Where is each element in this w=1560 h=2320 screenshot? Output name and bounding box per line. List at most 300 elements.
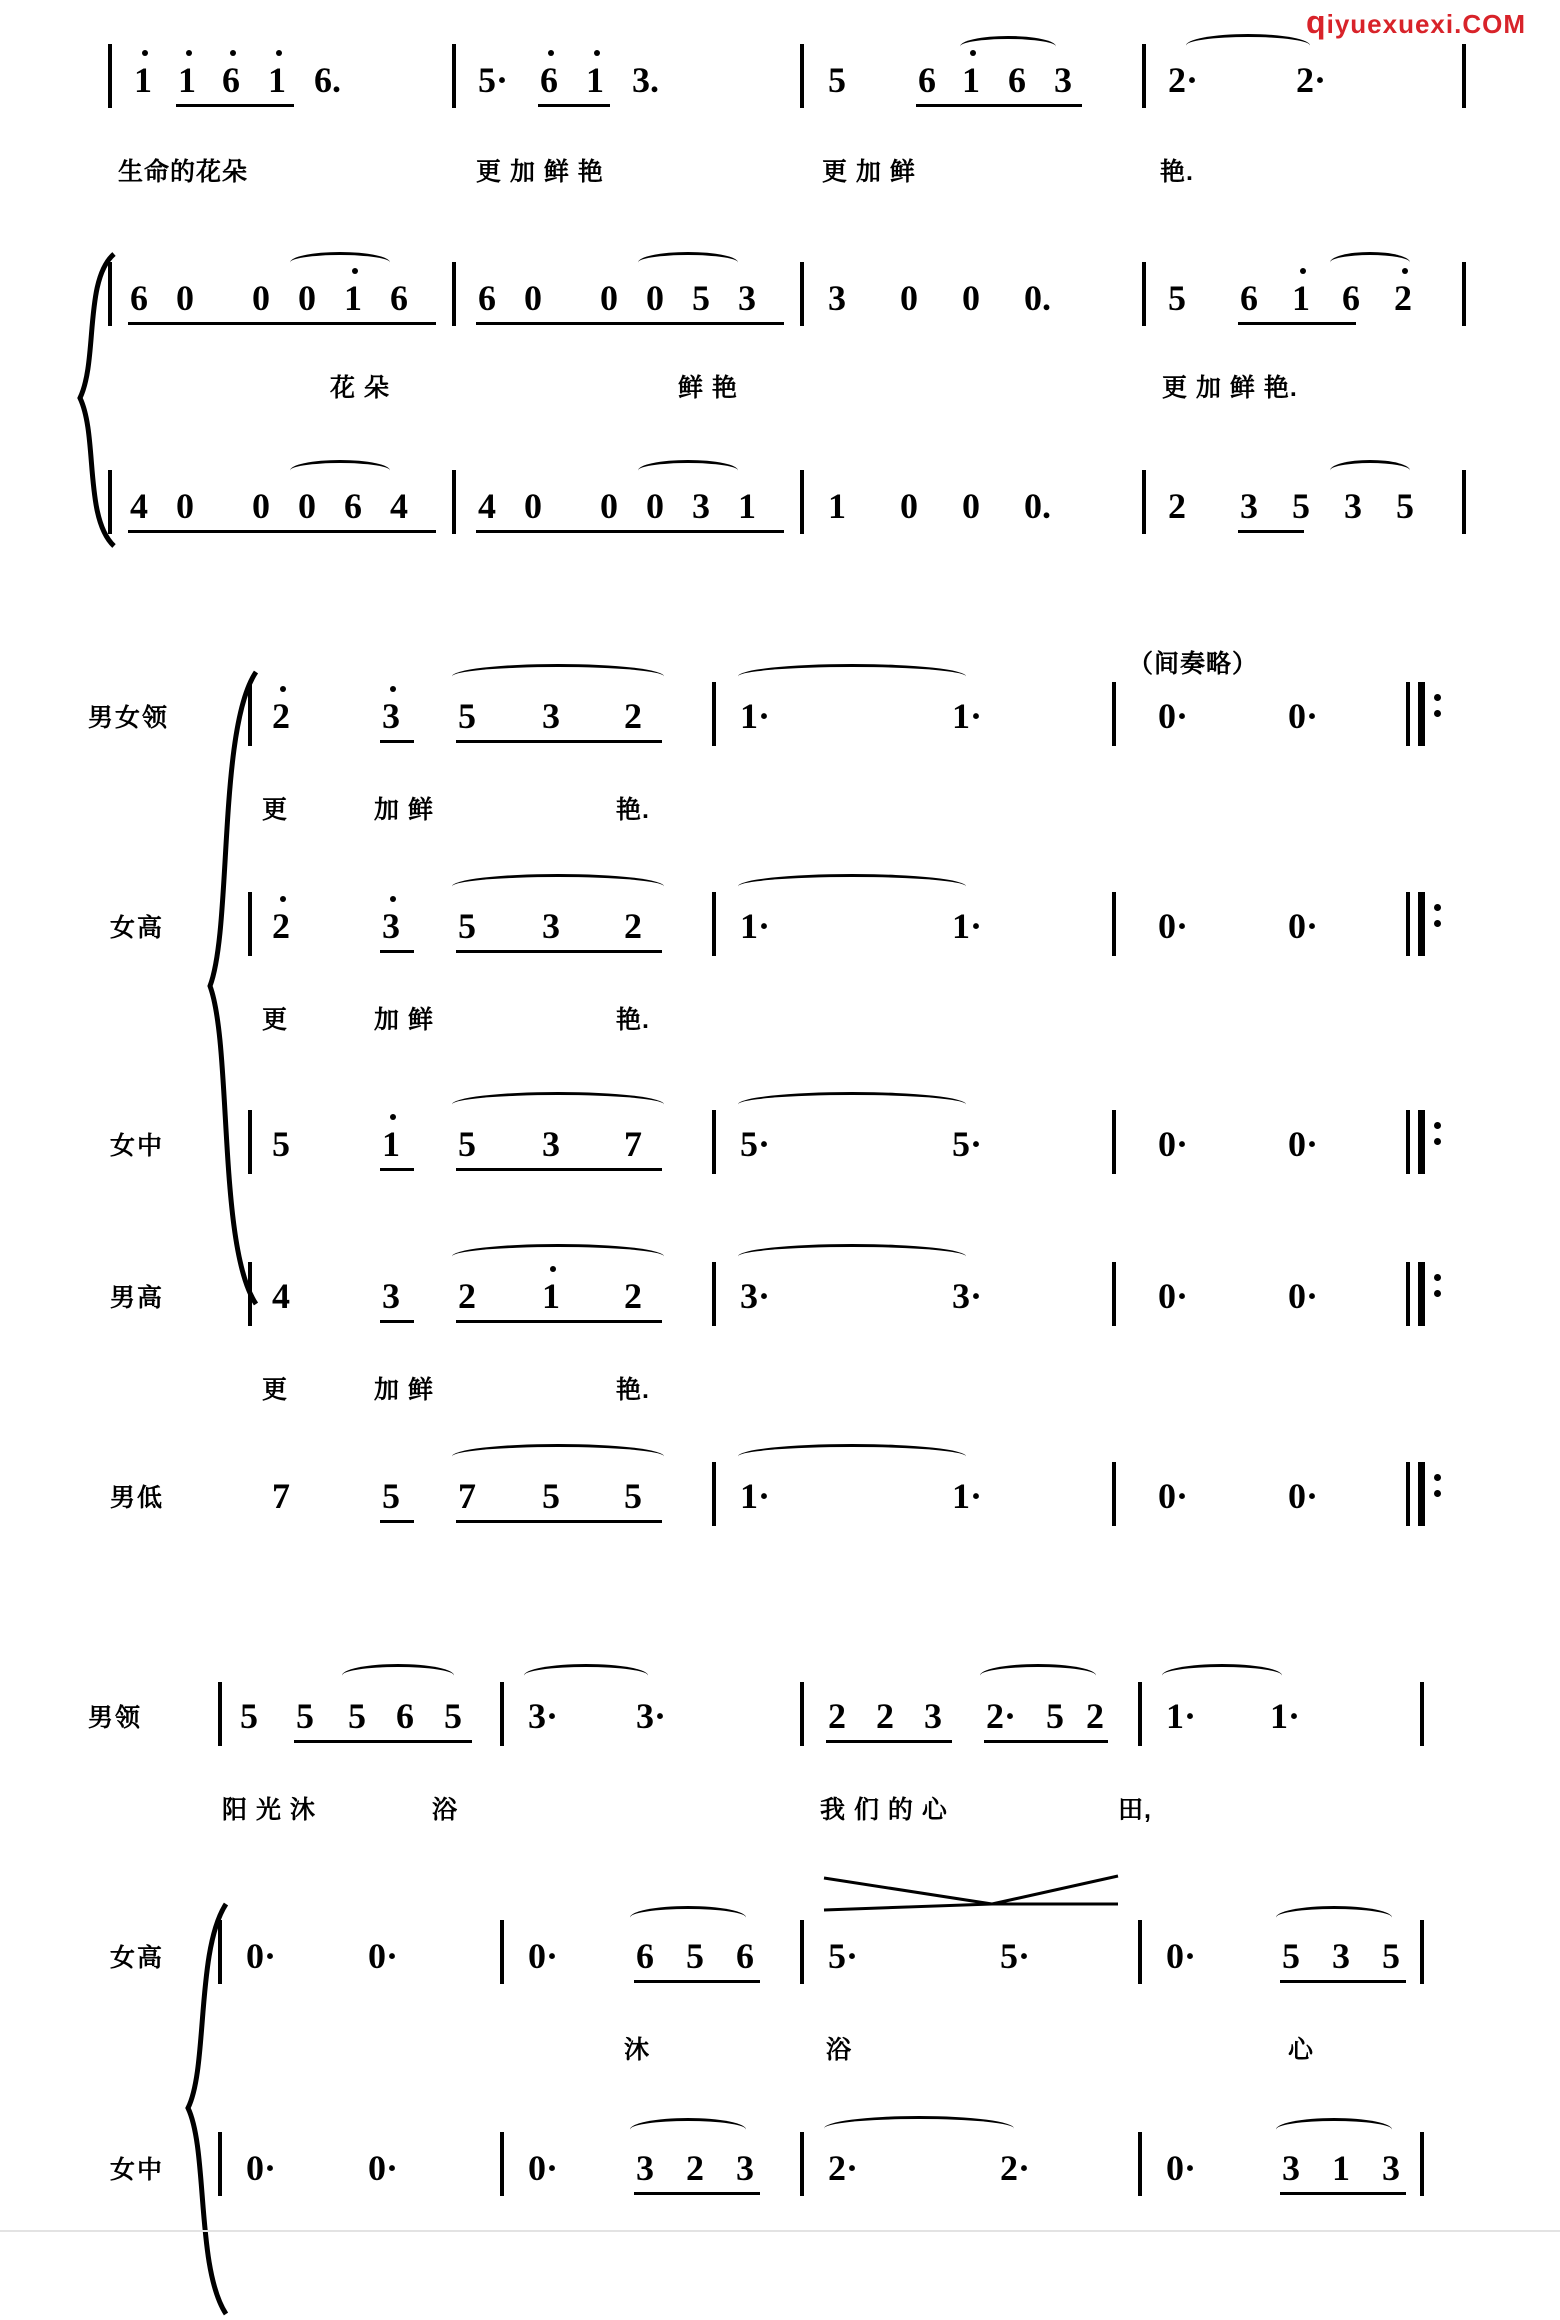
voice-label-alto: 女中 [110,1132,165,1160]
lyric: 加 鲜 [374,796,434,824]
note: 2· [986,1696,1017,1736]
beam [634,2192,760,2195]
note: 5 [348,1696,366,1736]
note: 3 [924,1696,942,1736]
slur [1276,2118,1392,2141]
note: 7 [272,1476,290,1516]
note: 3· [528,1696,559,1736]
barline [800,1682,804,1746]
octave-dot [186,50,192,56]
note: 3 [692,486,710,526]
lyric: 更 加 鲜 艳. [1162,374,1298,402]
barline [452,470,456,534]
system-2 [0,620,1560,1516]
barline [1420,1920,1424,1984]
note: 5 [1382,1936,1400,1976]
slur [290,252,390,273]
octave-dot [1402,268,1408,274]
lyric: 阳 光 沐 [222,1796,316,1824]
barline [1142,470,1146,534]
note: 5 [1396,486,1414,526]
note: 3 [382,1276,400,1316]
barline [108,262,112,326]
note: 0· [1158,1276,1189,1316]
note: 0 [298,486,316,526]
slur [524,1664,648,1687]
note: 0· [1288,696,1319,736]
note: 0 [962,486,980,526]
beam [1238,322,1356,325]
repeat-dots [1434,904,1441,936]
note: 6 [736,1936,754,1976]
slur [738,1244,966,1269]
note: 1· [740,1476,771,1516]
note: 4 [478,486,496,526]
barline [248,1262,252,1326]
note: 1 [344,278,362,318]
note: 5· [828,1936,859,1976]
octave-dot [390,896,396,902]
beam [456,950,662,953]
note: 1 [134,60,152,100]
beam [476,530,784,533]
note: 6 [1342,278,1360,318]
lyric: 艳. [1160,158,1194,186]
note: 1· [740,906,771,946]
slur [638,460,738,481]
voice-label-alto-2: 女中 [110,2156,165,2184]
note: 0. [1024,278,1051,318]
barline [500,2132,504,2196]
note: 0 [298,278,316,318]
system-brace [68,250,128,550]
lyric: 艳. [616,796,650,824]
barline [1138,1920,1142,1984]
barline [108,44,112,108]
note: 0 [646,278,664,318]
note: 6 [636,1936,654,1976]
barline [1406,1462,1410,1526]
barline [1462,44,1466,108]
barline [800,2132,804,2196]
lyric: 更 加 鲜 [822,158,916,186]
octave-dot [280,686,286,692]
lyric: 我 们 的 心 [820,1796,948,1824]
barline [248,1110,252,1174]
barline [1138,1682,1142,1746]
barline [1406,1262,1410,1326]
barline [800,470,804,534]
barline [1112,1110,1116,1174]
barline [1420,1682,1424,1746]
beam [1280,2192,1406,2195]
voice-label-lead: 男女领 [88,704,170,732]
lyric: 加 鲜 [374,1376,434,1404]
lyric: 更 [262,796,289,824]
note: 6 [1240,278,1258,318]
note: 5 [1046,1696,1064,1736]
note: 5 [692,278,710,318]
page-bottom-divider [0,2230,1560,2232]
barline [108,470,112,534]
note: 6 [130,278,148,318]
barline [1112,1262,1116,1326]
barline [1418,892,1425,956]
beam [456,1320,662,1323]
note: 0. [1024,486,1051,526]
note: 0· [1158,696,1189,736]
note: 6 [390,278,408,318]
note: 2· [1168,60,1199,100]
note: 5 [542,1476,560,1516]
note: 0 [176,486,194,526]
note: 3 [828,278,846,318]
barline [1406,682,1410,746]
note: 4 [130,486,148,526]
beam [916,104,1082,107]
system-1 [0,0,1560,580]
choir-brace-2 [178,1900,238,2320]
note: 5 [272,1124,290,1164]
note: 1· [1270,1696,1301,1736]
voice-label-male-lead: 男领 [88,1704,143,1732]
barline [248,682,252,746]
note: 2 [272,696,290,736]
barline [1112,682,1116,746]
note: 3 [738,278,756,318]
barline [1462,262,1466,326]
note: 5 [382,1476,400,1516]
barline [1142,262,1146,326]
note: 0· [368,2148,399,2188]
note: 5 [686,1936,704,1976]
note: 0· [528,2148,559,2188]
beam [380,950,414,953]
note: 2· [1296,60,1327,100]
note: 0· [246,1936,277,1976]
note: 1· [740,696,771,736]
note: 0· [1166,1936,1197,1976]
note: 4 [272,1276,290,1316]
note: 3 [736,2148,754,2188]
barline [248,892,252,956]
note: 1 [962,60,980,100]
note: 1 [828,486,846,526]
note: 6. [314,60,341,100]
note: 5· [1000,1936,1031,1976]
note: 1· [952,1476,983,1516]
lyric: 心 [1288,2036,1315,2064]
slur [452,1244,664,1269]
note: 5 [1292,486,1310,526]
voice-label-tenor: 男高 [110,1284,165,1312]
octave-dot [390,686,396,692]
barline [712,1462,716,1526]
barline [500,1682,504,1746]
repeat-dots [1434,694,1441,726]
note: 3 [1054,60,1072,100]
lyric: 更 [262,1376,289,1404]
note: 0 [600,486,618,526]
barline [218,1682,222,1746]
barline [500,1920,504,1984]
lyric: 田, [1118,1796,1152,1824]
note: 1 [178,60,196,100]
note: 3 [542,696,560,736]
barline [712,682,716,746]
barline [218,1920,222,1984]
barline [1418,1262,1425,1326]
slur [980,1664,1096,1687]
beam [476,322,784,325]
note: 3· [636,1696,667,1736]
note: 7 [624,1124,642,1164]
voice-label-soprano-2: 女高 [110,1944,165,1972]
note: 1 [586,60,604,100]
octave-dot [1300,268,1306,274]
octave-dot [594,50,600,56]
note: 5 [240,1696,258,1736]
barline [712,1262,716,1326]
watermark-text: iyuexuexi.COM [1326,9,1526,39]
beam [456,1168,662,1171]
barline [1138,2132,1142,2196]
octave-dot [280,896,286,902]
note: 0 [524,486,542,526]
note: 2 [828,1696,846,1736]
note: 0· [1158,1476,1189,1516]
note: 6 [396,1696,414,1736]
barline [218,2132,222,2196]
note: 5 [458,906,476,946]
note: 5 [624,1476,642,1516]
lyric: 沐 [624,2036,651,2064]
slur [290,460,390,481]
system-3 [0,1620,1560,2260]
note: 1· [1166,1696,1197,1736]
choir-brace [198,668,268,1308]
note: 6 [540,60,558,100]
note: 1 [268,60,286,100]
note: 0· [368,1936,399,1976]
note: 0· [1288,1476,1319,1516]
note: 0 [600,278,618,318]
slur [738,664,966,689]
slur [1330,460,1410,481]
lyric: 更 加 鲜 艳 [476,158,604,186]
note: 3 [382,906,400,946]
note: 3 [1282,2148,1300,2188]
lyric: 鲜 艳 [678,374,738,402]
note: 6 [918,60,936,100]
note: 0 [900,278,918,318]
barline [1418,1462,1425,1526]
slur [630,2118,746,2141]
repeat-dots [1434,1474,1441,1506]
beam [380,1520,414,1523]
lyric: 生命的花朵 [118,158,249,186]
lyric: 艳. [616,1376,650,1404]
barline [1418,1110,1425,1174]
lyric: 艳. [616,1006,650,1034]
note: 7 [458,1476,476,1516]
barline [712,1110,716,1174]
note: 0· [1288,906,1319,946]
note: 1 [382,1124,400,1164]
note: 3· [740,1276,771,1316]
barline [1142,44,1146,108]
note: 0· [1158,906,1189,946]
note: 1 [542,1276,560,1316]
note: 1· [952,696,983,736]
note: 5 [828,60,846,100]
beam [380,1320,414,1323]
note: 5· [952,1124,983,1164]
slur [738,874,966,899]
octave-dot [390,1114,396,1120]
note: 6 [1008,60,1026,100]
barline [800,44,804,108]
note: 5· [478,60,509,100]
note: 2· [1000,2148,1031,2188]
note: 5 [458,696,476,736]
barline [800,1920,804,1984]
note: 0· [1288,1276,1319,1316]
slur [630,1906,746,1929]
note: 3 [542,1124,560,1164]
note: 3 [636,2148,654,2188]
slur [1162,1664,1282,1687]
barline [452,262,456,326]
note: 0 [646,486,664,526]
beam [456,740,662,743]
note: 6 [344,486,362,526]
beam [176,104,294,107]
note: 2 [1394,278,1412,318]
note: 1· [952,906,983,946]
interlude-annotation: （间奏略） [1128,650,1259,678]
octave-dot [548,50,554,56]
note: 5 [458,1124,476,1164]
lyric: 浴 [826,2036,853,2064]
note: 6 [478,278,496,318]
octave-dot [142,50,148,56]
note: 4 [390,486,408,526]
octave-dot [230,50,236,56]
note: 5 [444,1696,462,1736]
beam [984,1740,1108,1743]
note: 2 [686,2148,704,2188]
note: 0· [246,2148,277,2188]
beam [1238,530,1304,533]
note: 5· [740,1124,771,1164]
note: 0· [1166,2148,1197,2188]
slur [452,1092,664,1117]
note: 2 [1168,486,1186,526]
beam [1280,1980,1406,1983]
note: 0· [1158,1124,1189,1164]
note: 0· [1288,1124,1319,1164]
note: 0 [962,278,980,318]
note: 0 [252,278,270,318]
beam [826,1740,952,1743]
note: 1 [738,486,756,526]
note: 0· [528,1936,559,1976]
barline [800,262,804,326]
slur [638,252,738,273]
voice-label-bass: 男低 [110,1484,165,1512]
beam [380,740,414,743]
note: 5 [296,1696,314,1736]
beam [128,530,436,533]
note: 3 [542,906,560,946]
beam [538,104,610,107]
slur [824,2116,1014,2141]
octave-dot [276,50,282,56]
lyric: 浴 [432,1796,459,1824]
barline [712,892,716,956]
lyric: 加 鲜 [374,1006,434,1034]
hairpin-icon [822,1870,1122,1930]
note: 3 [1332,1936,1350,1976]
barline [1406,892,1410,956]
slur [452,874,664,899]
note: 2 [624,696,642,736]
note: 3 [1382,2148,1400,2188]
note: 2 [876,1696,894,1736]
slur [1330,252,1410,273]
note: 2 [272,906,290,946]
note: 1 [1292,278,1310,318]
slur [738,1092,966,1117]
note: 3 [382,696,400,736]
barline [1112,1462,1116,1526]
note: 2 [458,1276,476,1316]
repeat-dots [1434,1122,1441,1154]
note: 3. [632,60,659,100]
lyric: 更 [262,1006,289,1034]
note: 5 [1282,1936,1300,1976]
barline [1406,1110,1410,1174]
barline [1418,682,1425,746]
beam [634,1980,760,1983]
note: 2 [1086,1696,1104,1736]
slur [452,1444,664,1469]
watermark-initial: q [1306,4,1327,40]
slur [342,1664,454,1687]
voice-label-soprano: 女高 [110,914,165,942]
note: 0 [900,486,918,526]
slur [960,36,1056,57]
note: 6 [222,60,240,100]
barline [1420,2132,1424,2196]
note: 3 [1240,486,1258,526]
repeat-dots [1434,1274,1441,1306]
barline [1462,470,1466,534]
note: 3 [1344,486,1362,526]
beam [294,1740,472,1743]
note: 2 [624,906,642,946]
note: 2 [624,1276,642,1316]
lyric: 花 朵 [330,374,390,402]
note: 0 [524,278,542,318]
note: 3· [952,1276,983,1316]
beam [380,1168,414,1171]
note: 0 [252,486,270,526]
note: 0 [176,278,194,318]
note: 2· [828,2148,859,2188]
slur [738,1444,966,1469]
